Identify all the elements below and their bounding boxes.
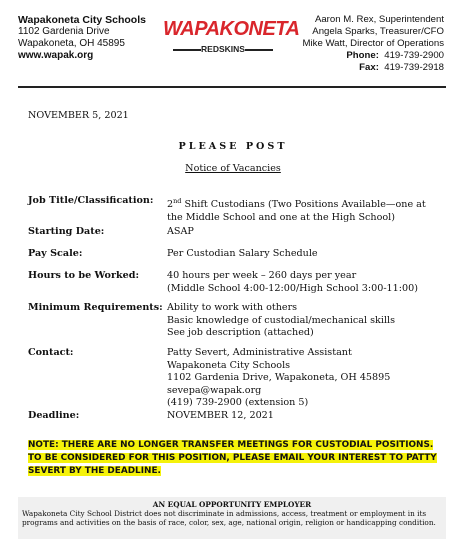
address-line-2: Wapakoneta, OH 45895 bbox=[18, 38, 125, 49]
logo-subtitle: REDSKINS bbox=[201, 44, 245, 54]
header-divider bbox=[18, 86, 446, 88]
hours-value bbox=[167, 270, 439, 295]
hours-line: 40 hours per week – 260 days per year bbox=[167, 270, 357, 281]
requirement-item: Basic knowledge of custodial/mechanical skills bbox=[167, 314, 396, 326]
pay-scale-label: Pay Scale: bbox=[28, 248, 83, 259]
staff-treasurer: Angela Sparks, Treasurer/CFO bbox=[312, 26, 444, 37]
requirement-item: Ability to work with others bbox=[167, 302, 298, 313]
page-subtitle bbox=[0, 163, 466, 174]
job-title-ordinal: nd bbox=[173, 197, 182, 205]
highlighted-note bbox=[28, 439, 438, 478]
job-title-label: Job Title/Classification: bbox=[28, 195, 154, 206]
contact-label: Contact: bbox=[28, 347, 74, 358]
note-text: NOTE: THERE ARE NO LONGER TRANSFER MEETINGS FOR CUSTODIAL POSITIONS. TO BE CONSIDERED FOR THIS POSITION, PLEASE EMAIL YOUR INTEREST TO PATTY SEVERT BY THE DEADLINE. bbox=[28, 440, 437, 476]
requirements-label: Minimum Requirements: bbox=[28, 302, 163, 313]
district-name: Wapakoneta City Schools bbox=[18, 14, 146, 26]
district-logo bbox=[163, 18, 300, 62]
pay-scale-value: Per Custodian Salary Schedule bbox=[167, 248, 318, 259]
job-title-prefix: 2 bbox=[167, 199, 174, 211]
fax-number: 419-739-2918 bbox=[384, 62, 444, 73]
subtitle-text: Notice of Vacancies bbox=[185, 163, 281, 174]
hours-line: (Middle School 4:00-12:00/High School 3:00-11:00) bbox=[167, 282, 418, 294]
staff-contact-block bbox=[303, 14, 444, 74]
job-title-value bbox=[167, 195, 439, 224]
page-title: PLEASE POST bbox=[178, 141, 288, 152]
contact-name: Patty Severt, Administrative Assistant bbox=[167, 347, 352, 358]
contact-address: 1102 Gardenia Drive, Wapakoneta, OH 45895 bbox=[167, 372, 391, 383]
district-address-block bbox=[18, 14, 146, 62]
website-link[interactable]: www.wapak.org bbox=[18, 50, 94, 61]
starting-date-label: Starting Date: bbox=[28, 226, 105, 237]
contact-phone: (419) 739-2900 (extension 5) bbox=[167, 397, 309, 408]
eeo-title: AN EQUAL OPPORTUNITY EMPLOYER bbox=[152, 500, 312, 509]
fax-line bbox=[303, 62, 444, 74]
phone-number: 419-739-2900 bbox=[384, 50, 444, 61]
logo-wordmark: WAPAKONETA bbox=[163, 18, 300, 40]
phone-line bbox=[303, 50, 444, 62]
posting-date: NOVEMBER 5, 2021 bbox=[28, 110, 129, 121]
deadline-label: Deadline: bbox=[28, 410, 80, 421]
eeo-statement: Wapakoneta City School District does not discriminate in admissions, access, treatment or employment in its programs and activities on the basis of race, color, sex, age, national origin, religion or handicapping condition. bbox=[22, 509, 436, 527]
contact-email[interactable]: sevepa@wapak.org bbox=[167, 384, 262, 396]
staff-operations: Mike Watt, Director of Operations bbox=[302, 38, 444, 49]
phone-label: Phone: bbox=[346, 50, 379, 61]
logo-right-line bbox=[245, 49, 273, 51]
staff-superintendent: Aaron M. Rex, Superintendent bbox=[314, 14, 444, 25]
contact-org: Wapakoneta City Schools bbox=[167, 359, 291, 371]
contact-value bbox=[167, 347, 439, 410]
deadline-value: NOVEMBER 12, 2021 bbox=[167, 410, 274, 421]
requirement-item: See job description (attached) bbox=[167, 327, 314, 338]
requirements-value bbox=[167, 302, 439, 340]
address-line-1: 1102 Gardenia Drive bbox=[18, 26, 110, 37]
hours-label: Hours to be Worked: bbox=[28, 270, 140, 281]
job-title-rest: Shift Custodians (Two Positions Available—one at the Middle School and one at the High School) bbox=[167, 199, 426, 223]
starting-date-value: ASAP bbox=[167, 226, 194, 237]
fax-label: Fax: bbox=[359, 62, 379, 73]
